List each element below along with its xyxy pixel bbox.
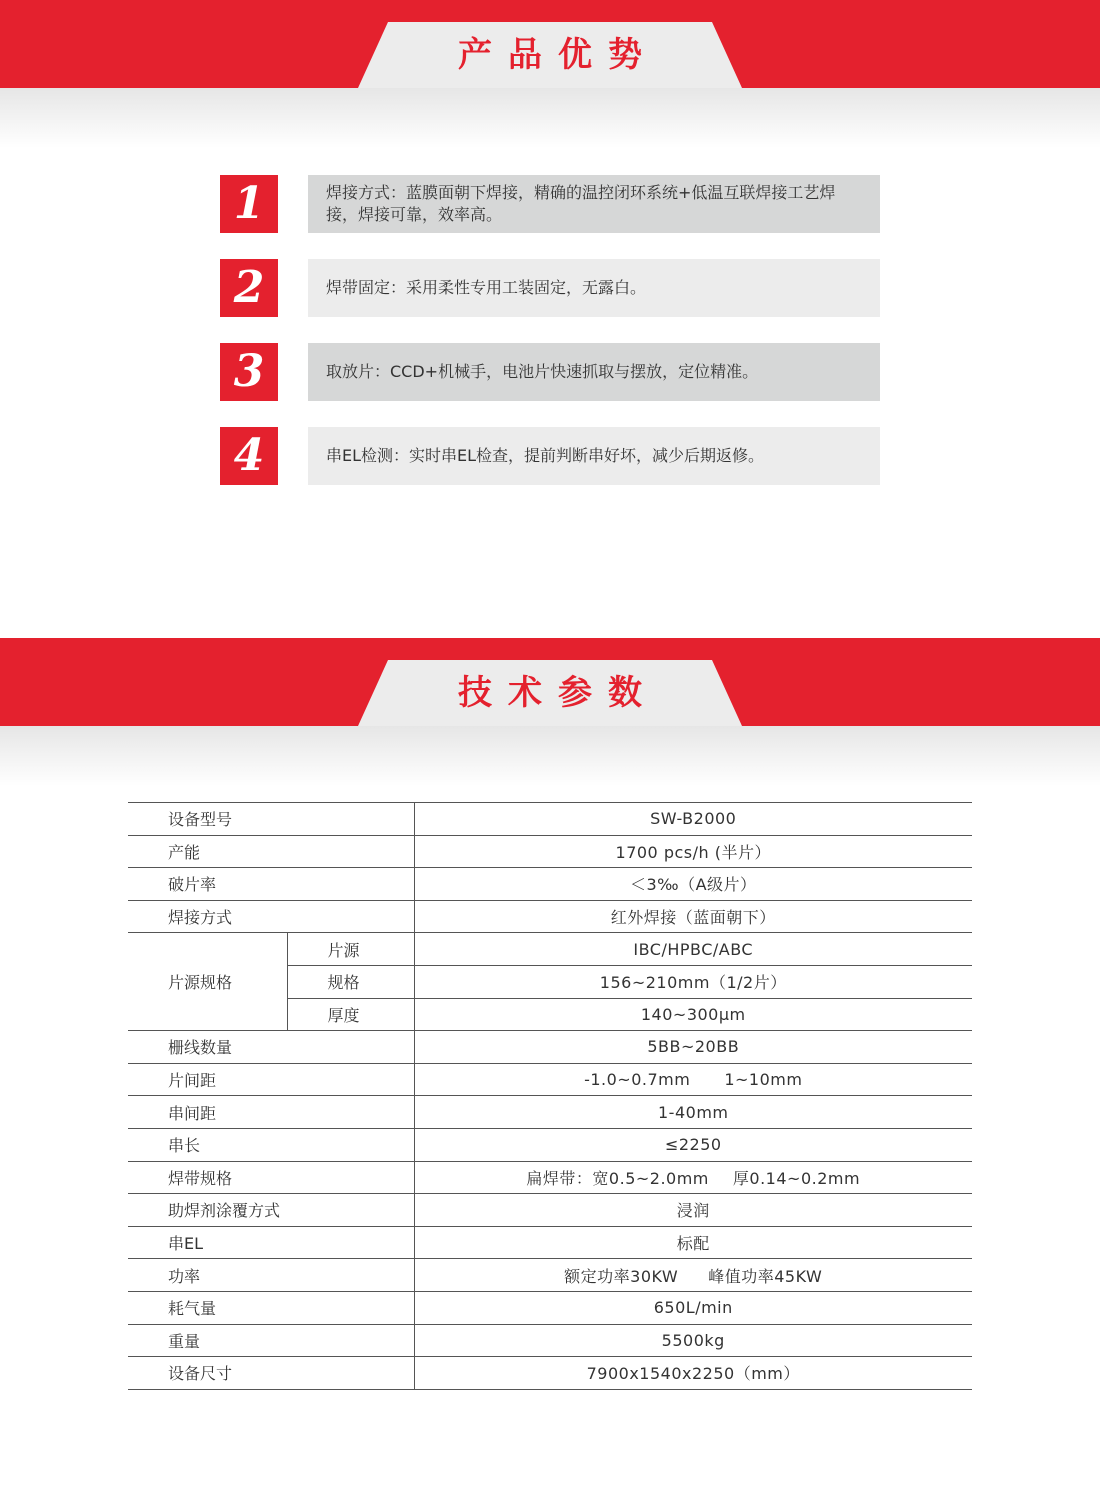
spec-value: 156~210mm（1/2片） bbox=[414, 965, 972, 998]
spec-value-part: 峰值功率45KW bbox=[708, 1266, 823, 1286]
table-row bbox=[128, 868, 972, 901]
advantage-text: 焊带固定：采用柔性专用工装固定，无露白。 bbox=[308, 259, 880, 317]
spec-value-part: 1~10mm bbox=[724, 1070, 803, 1090]
advantage-number: 2 bbox=[220, 259, 278, 317]
spec-value bbox=[414, 1063, 972, 1096]
spec-label: 焊带规格 bbox=[128, 1161, 414, 1194]
spec-label: 片间距 bbox=[128, 1063, 414, 1096]
spec-table bbox=[128, 802, 972, 1390]
spec-label: 重量 bbox=[128, 1324, 414, 1357]
advantage-item-3 bbox=[220, 343, 880, 401]
advantage-text: 串EL检测：实时串EL检查，提前判断串好坏，减少后期返修。 bbox=[308, 427, 880, 485]
advantage-text: 取放片：CCD+机械手，电池片快速抓取与摆放，定位精准。 bbox=[308, 343, 880, 401]
spec-value: 5500kg bbox=[414, 1324, 972, 1357]
banner-shadow bbox=[0, 726, 1100, 786]
advantage-item-4 bbox=[220, 427, 880, 485]
spec-label: 耗气量 bbox=[128, 1291, 414, 1324]
specs-title: 技术参数 bbox=[458, 673, 658, 713]
spec-value-part: 扁焊带：宽0.5~2.0mm bbox=[526, 1168, 709, 1188]
table-row bbox=[128, 1357, 972, 1390]
spec-sub-label: 片源 bbox=[287, 933, 414, 966]
table-row bbox=[128, 1324, 972, 1357]
table-row bbox=[128, 1161, 972, 1194]
spec-value: 140~300μm bbox=[414, 998, 972, 1031]
specs-banner bbox=[0, 638, 1100, 798]
spec-label: 串EL bbox=[128, 1226, 414, 1259]
table-row bbox=[128, 1226, 972, 1259]
table-row bbox=[128, 1031, 972, 1064]
spec-value: ＜3‰（A级片） bbox=[414, 868, 972, 901]
advantages-banner bbox=[0, 0, 1100, 160]
spec-value: 红外焊接（蓝面朝下） bbox=[414, 900, 972, 933]
advantage-number: 1 bbox=[220, 175, 278, 233]
table-row bbox=[128, 900, 972, 933]
spec-value-part: -1.0~0.7mm bbox=[584, 1070, 691, 1090]
table-row bbox=[128, 1096, 972, 1129]
spec-label: 栅线数量 bbox=[128, 1031, 414, 1064]
spec-group-label: 片源规格 bbox=[128, 933, 287, 1031]
spec-value: 7900x1540x2250（mm） bbox=[414, 1357, 972, 1390]
spec-label: 焊接方式 bbox=[128, 900, 414, 933]
spec-label: 串长 bbox=[128, 1128, 414, 1161]
table-row bbox=[128, 803, 972, 836]
advantage-number: 3 bbox=[220, 343, 278, 401]
advantage-number: 4 bbox=[220, 427, 278, 485]
spec-label: 设备型号 bbox=[128, 803, 414, 836]
spec-value-part: 厚0.14~0.2mm bbox=[732, 1168, 861, 1188]
table-row bbox=[128, 1128, 972, 1161]
spec-value: IBC/HPBC/ABC bbox=[414, 933, 972, 966]
advantage-item-2 bbox=[220, 259, 880, 317]
spec-label: 助焊剂涂覆方式 bbox=[128, 1194, 414, 1227]
advantages-title: 产品优势 bbox=[458, 35, 658, 75]
banner-shadow bbox=[0, 88, 1100, 148]
spec-label: 设备尺寸 bbox=[128, 1357, 414, 1390]
spec-value bbox=[414, 1161, 972, 1194]
spec-label: 功率 bbox=[128, 1259, 414, 1292]
spec-value: ≤2250 bbox=[414, 1128, 972, 1161]
spec-value-part: 额定功率30KW bbox=[564, 1266, 679, 1286]
spec-label: 串间距 bbox=[128, 1096, 414, 1129]
advantage-text: 焊接方式：蓝膜面朝下焊接，精确的温控闭环系统+低温互联焊接工艺焊接，焊接可靠，效率高。 bbox=[308, 175, 880, 233]
spec-sub-label: 厚度 bbox=[287, 998, 414, 1031]
advantage-item-1 bbox=[220, 175, 880, 233]
table-row bbox=[128, 835, 972, 868]
spec-value: 浸润 bbox=[414, 1194, 972, 1227]
spec-value bbox=[414, 1259, 972, 1292]
table-row bbox=[128, 1063, 972, 1096]
spec-label: 产能 bbox=[128, 835, 414, 868]
table-row bbox=[128, 1291, 972, 1324]
spec-sub-label: 规格 bbox=[287, 965, 414, 998]
spec-label: 破片率 bbox=[128, 868, 414, 901]
spec-value: 5BB~20BB bbox=[414, 1031, 972, 1064]
spec-value: SW-B2000 bbox=[414, 803, 972, 836]
table-row bbox=[128, 1259, 972, 1292]
spec-value: 标配 bbox=[414, 1226, 972, 1259]
table-row bbox=[128, 1194, 972, 1227]
spec-value: 1700 pcs/h (半片） bbox=[414, 835, 972, 868]
spec-value: 1-40mm bbox=[414, 1096, 972, 1129]
spec-value: 650L/min bbox=[414, 1291, 972, 1324]
table-row bbox=[128, 933, 972, 966]
